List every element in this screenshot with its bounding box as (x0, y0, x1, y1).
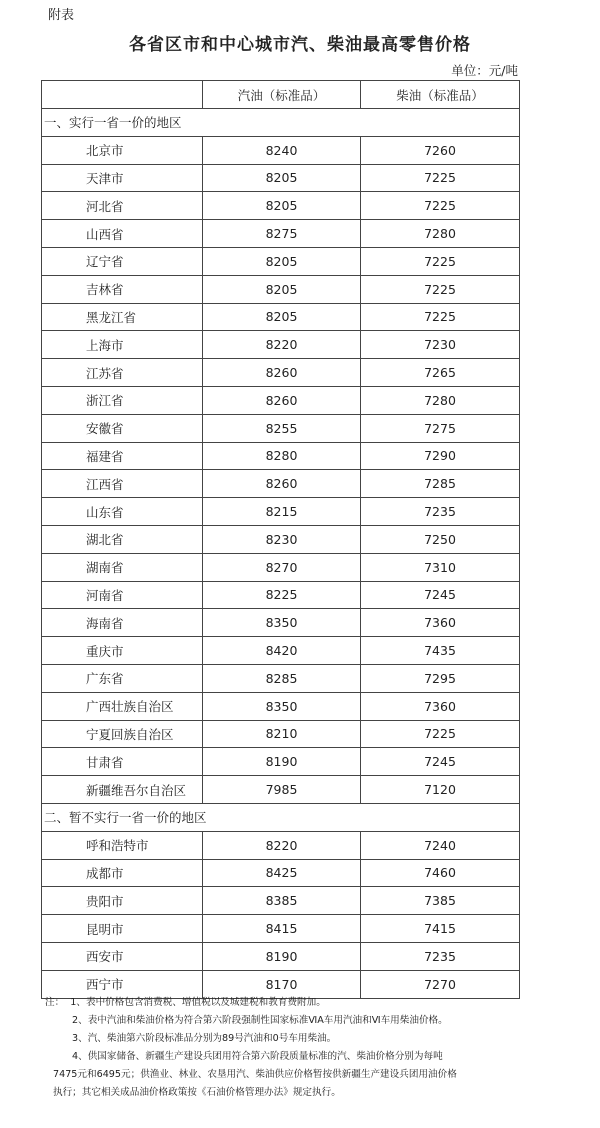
diesel-price-cell: 7280 (361, 220, 520, 248)
table-row (42, 414, 520, 442)
region-name-cell: 江苏省 (42, 359, 203, 387)
section-title: 二、暂不实行一省一价的地区 (42, 803, 520, 831)
table-row (42, 525, 520, 553)
table-body (42, 109, 520, 999)
diesel-price-cell: 7310 (361, 553, 520, 581)
section-header-row (42, 803, 520, 831)
gasoline-price-cell: 8350 (203, 692, 361, 720)
region-name-cell: 湖南省 (42, 553, 203, 581)
diesel-price-cell: 7290 (361, 442, 520, 470)
diesel-price-cell: 7225 (361, 192, 520, 220)
note-line (45, 994, 565, 1012)
diesel-price-cell: 7360 (361, 609, 520, 637)
gasoline-price-cell: 8170 (203, 970, 361, 998)
price-table (41, 80, 520, 999)
table-row (42, 359, 520, 387)
gasoline-price-cell: 8270 (203, 553, 361, 581)
note-line: 3、汽、柴油第六阶段标准品分别为89号汽油和0号车用柴油。 (72, 1033, 337, 1044)
region-name-cell: 福建省 (42, 442, 203, 470)
table-row (42, 609, 520, 637)
gasoline-price-cell: 8225 (203, 581, 361, 609)
table-row (42, 470, 520, 498)
diesel-price-cell: 7245 (361, 581, 520, 609)
unit-label: 单位：元/吨 (451, 63, 518, 78)
region-name-cell: 海南省 (42, 609, 203, 637)
region-name-cell: 广西壮族自治区 (42, 692, 203, 720)
table-row (42, 303, 520, 331)
diesel-price-cell: 7275 (361, 414, 520, 442)
diesel-price-cell: 7120 (361, 776, 520, 804)
region-name-cell: 呼和浩特市 (42, 831, 203, 859)
gasoline-price-cell: 8230 (203, 525, 361, 553)
table-row (42, 136, 520, 164)
diesel-price-cell: 7245 (361, 748, 520, 776)
table-row (42, 776, 520, 804)
region-name-cell: 北京市 (42, 136, 203, 164)
diesel-price-cell: 7225 (361, 720, 520, 748)
table-row (42, 581, 520, 609)
table-row (42, 748, 520, 776)
gasoline-price-cell: 8240 (203, 136, 361, 164)
diesel-price-cell: 7435 (361, 637, 520, 665)
diesel-price-cell: 7360 (361, 692, 520, 720)
table-row (42, 220, 520, 248)
attachment-label: 附表 (48, 8, 75, 23)
diesel-price-cell: 7260 (361, 136, 520, 164)
region-name-cell: 广东省 (42, 664, 203, 692)
diesel-price-cell: 7225 (361, 164, 520, 192)
notes (45, 994, 565, 1102)
table-row (42, 275, 520, 303)
table-row (42, 637, 520, 665)
region-name-cell: 河南省 (42, 581, 203, 609)
table-row (42, 498, 520, 526)
table-row (42, 887, 520, 915)
table-row (42, 664, 520, 692)
table-row (42, 831, 520, 859)
gasoline-price-cell: 8260 (203, 359, 361, 387)
gasoline-price-cell: 8190 (203, 942, 361, 970)
gasoline-price-cell: 8190 (203, 748, 361, 776)
gasoline-price-cell: 8210 (203, 720, 361, 748)
region-name-cell: 昆明市 (42, 915, 203, 943)
region-name-cell: 江西省 (42, 470, 203, 498)
region-name-cell: 河北省 (42, 192, 203, 220)
diesel-price-cell: 7295 (361, 664, 520, 692)
region-name-cell: 甘肃省 (42, 748, 203, 776)
gasoline-price-cell: 8275 (203, 220, 361, 248)
note-text: 1、表中价格包含消费税、增值税以及城建税和教育费附加。 (70, 997, 326, 1008)
diesel-price-cell: 7460 (361, 859, 520, 887)
diesel-price-cell: 7235 (361, 942, 520, 970)
gasoline-price-cell: 8425 (203, 859, 361, 887)
table-row (42, 942, 520, 970)
table-row (42, 692, 520, 720)
note-line: 7475元和6495元；供渔业、林业、农垦用汽、柴油供应价格暂按供新疆生产建设兵团用油价格 (53, 1069, 457, 1080)
column-header-diesel: 柴油（标准品） (361, 81, 520, 109)
gasoline-price-cell: 8280 (203, 442, 361, 470)
region-name-cell: 天津市 (42, 164, 203, 192)
diesel-price-cell: 7225 (361, 247, 520, 275)
table-header-row (42, 81, 520, 109)
region-name-cell: 安徽省 (42, 414, 203, 442)
table-row (42, 859, 520, 887)
gasoline-price-cell: 8260 (203, 470, 361, 498)
diesel-price-cell: 7265 (361, 359, 520, 387)
gasoline-price-cell: 8260 (203, 386, 361, 414)
note-line: 2、表中汽油和柴油价格为符合第六阶段强制性国家标准ⅥA车用汽油和Ⅵ车用柴油价格。 (72, 1015, 448, 1026)
diesel-price-cell: 7385 (361, 887, 520, 915)
region-name-cell: 辽宁省 (42, 247, 203, 275)
gasoline-price-cell: 8415 (203, 915, 361, 943)
region-name-cell: 成都市 (42, 859, 203, 887)
region-name-cell: 山西省 (42, 220, 203, 248)
diesel-price-cell: 7235 (361, 498, 520, 526)
table-row (42, 720, 520, 748)
table-row (42, 386, 520, 414)
gasoline-price-cell: 8205 (203, 164, 361, 192)
table-row (42, 915, 520, 943)
note-line: 执行；其它相关成品油价格政策按《石油价格管理办法》规定执行。 (53, 1087, 341, 1098)
diesel-price-cell: 7225 (361, 303, 520, 331)
table-row (42, 331, 520, 359)
diesel-price-cell: 7270 (361, 970, 520, 998)
table-row (42, 164, 520, 192)
gasoline-price-cell: 8350 (203, 609, 361, 637)
gasoline-price-cell: 8205 (203, 247, 361, 275)
table-row (42, 442, 520, 470)
diesel-price-cell: 7240 (361, 831, 520, 859)
gasoline-price-cell: 8220 (203, 331, 361, 359)
gasoline-price-cell: 8285 (203, 664, 361, 692)
region-name-cell: 山东省 (42, 498, 203, 526)
diesel-price-cell: 7285 (361, 470, 520, 498)
region-name-cell: 吉林省 (42, 275, 203, 303)
gasoline-price-cell: 8385 (203, 887, 361, 915)
gasoline-price-cell: 8205 (203, 303, 361, 331)
column-header-region (42, 81, 203, 109)
region-name-cell: 宁夏回族自治区 (42, 720, 203, 748)
gasoline-price-cell: 8205 (203, 192, 361, 220)
region-name-cell: 新疆维吾尔自治区 (42, 776, 203, 804)
gasoline-price-cell: 8215 (203, 498, 361, 526)
region-name-cell: 上海市 (42, 331, 203, 359)
section-header-row (42, 109, 520, 137)
table-row (42, 247, 520, 275)
gasoline-price-cell: 7985 (203, 776, 361, 804)
diesel-price-cell: 7225 (361, 275, 520, 303)
gasoline-price-cell: 8255 (203, 414, 361, 442)
section-title: 一、实行一省一价的地区 (42, 109, 520, 137)
gasoline-price-cell: 8205 (203, 275, 361, 303)
region-name-cell: 浙江省 (42, 386, 203, 414)
region-name-cell: 贵阳市 (42, 887, 203, 915)
diesel-price-cell: 7280 (361, 386, 520, 414)
table-row (42, 553, 520, 581)
column-header-gasoline: 汽油（标准品） (203, 81, 361, 109)
notes-prefix: 注： (45, 997, 65, 1008)
region-name-cell: 湖北省 (42, 525, 203, 553)
region-name-cell: 西宁市 (42, 970, 203, 998)
gasoline-price-cell: 8220 (203, 831, 361, 859)
gasoline-price-cell: 8420 (203, 637, 361, 665)
page-title: 各省区市和中心城市汽、柴油最高零售价格 (129, 35, 471, 55)
note-line: 4、供国家储备、新疆生产建设兵团用符合第六阶段质量标准的汽、柴油价格分别为每吨 (72, 1051, 443, 1062)
diesel-price-cell: 7230 (361, 331, 520, 359)
diesel-price-cell: 7250 (361, 525, 520, 553)
region-name-cell: 黑龙江省 (42, 303, 203, 331)
region-name-cell: 西安市 (42, 942, 203, 970)
table-row (42, 192, 520, 220)
diesel-price-cell: 7415 (361, 915, 520, 943)
region-name-cell: 重庆市 (42, 637, 203, 665)
